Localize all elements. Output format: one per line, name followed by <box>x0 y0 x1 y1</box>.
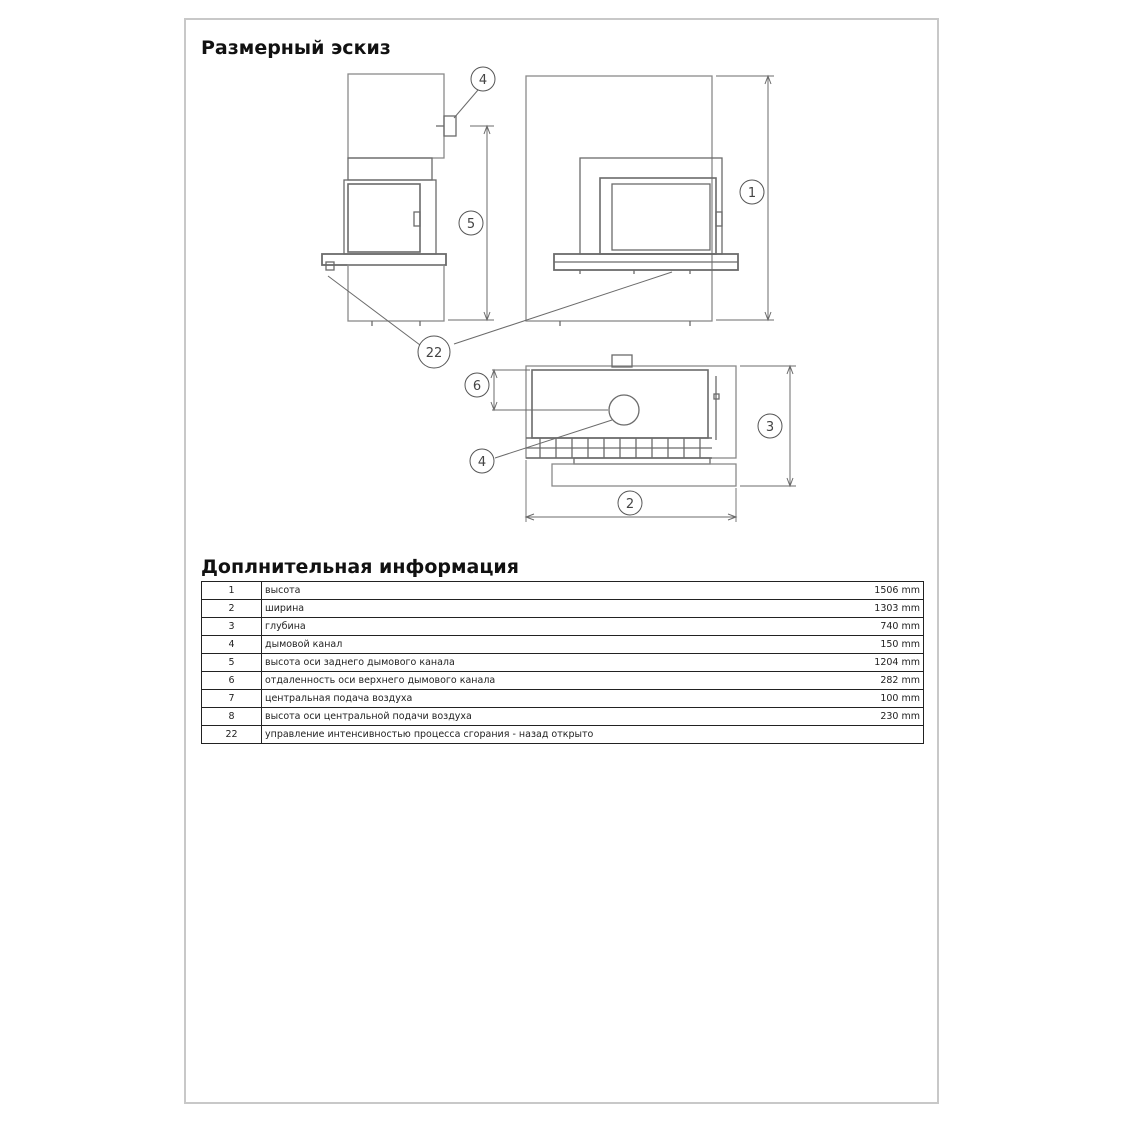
spec-number: 6 <box>202 672 262 690</box>
table-row <box>202 690 924 708</box>
callout-label-5: 5 <box>466 217 476 232</box>
spec-number: 1 <box>202 582 262 600</box>
callout-label-2: 2 <box>625 497 635 512</box>
callout-label-1: 1 <box>747 186 757 201</box>
table-row <box>202 726 924 744</box>
spec-number: 4 <box>202 636 262 654</box>
callout-label-3: 3 <box>765 420 775 435</box>
table-row <box>202 618 924 636</box>
spec-label: центральная подача воздуха <box>262 690 835 708</box>
table-row <box>202 672 924 690</box>
spec-number: 2 <box>202 600 262 618</box>
spec-label: отдаленность оси верхнего дымового канала <box>262 672 835 690</box>
section-title-sketch: Размерный эскиз <box>201 37 391 59</box>
spec-value: 100 mm <box>834 690 923 708</box>
spec-number: 8 <box>202 708 262 726</box>
spec-value <box>834 726 923 744</box>
spec-value: 1303 mm <box>834 600 923 618</box>
spec-label: управление интенсивностью процесса сгорания - назад открыто <box>262 726 835 744</box>
spec-label: дымовой канал <box>262 636 835 654</box>
spec-number: 3 <box>202 618 262 636</box>
spec-value: 230 mm <box>834 708 923 726</box>
spec-label: высота оси центральной подачи воздуха <box>262 708 835 726</box>
spec-label: ширина <box>262 600 835 618</box>
top-view <box>491 355 796 522</box>
table-row <box>202 708 924 726</box>
section-title-info: Доплнительная информация <box>201 556 519 578</box>
table-row <box>202 582 924 600</box>
callout-label-6: 6 <box>472 379 482 394</box>
table-row <box>202 636 924 654</box>
spec-label: глубина <box>262 618 835 636</box>
callout-label-4-side: 4 <box>478 73 488 88</box>
table-row <box>202 600 924 618</box>
spec-number: 22 <box>202 726 262 744</box>
spec-value: 150 mm <box>834 636 923 654</box>
spec-number: 7 <box>202 690 262 708</box>
spec-label: высота <box>262 582 835 600</box>
table-row <box>202 654 924 672</box>
spec-value: 740 mm <box>834 618 923 636</box>
callout-label-22: 22 <box>425 346 443 361</box>
callout-label-4-top: 4 <box>477 455 487 470</box>
spec-label: высота оси заднего дымового канала <box>262 654 835 672</box>
spec-value: 1204 mm <box>834 654 923 672</box>
specs-table <box>201 581 924 744</box>
front-view <box>526 76 774 326</box>
spec-number: 5 <box>202 654 262 672</box>
spec-value: 1506 mm <box>834 582 923 600</box>
side-view <box>322 74 494 326</box>
spec-value: 282 mm <box>834 672 923 690</box>
